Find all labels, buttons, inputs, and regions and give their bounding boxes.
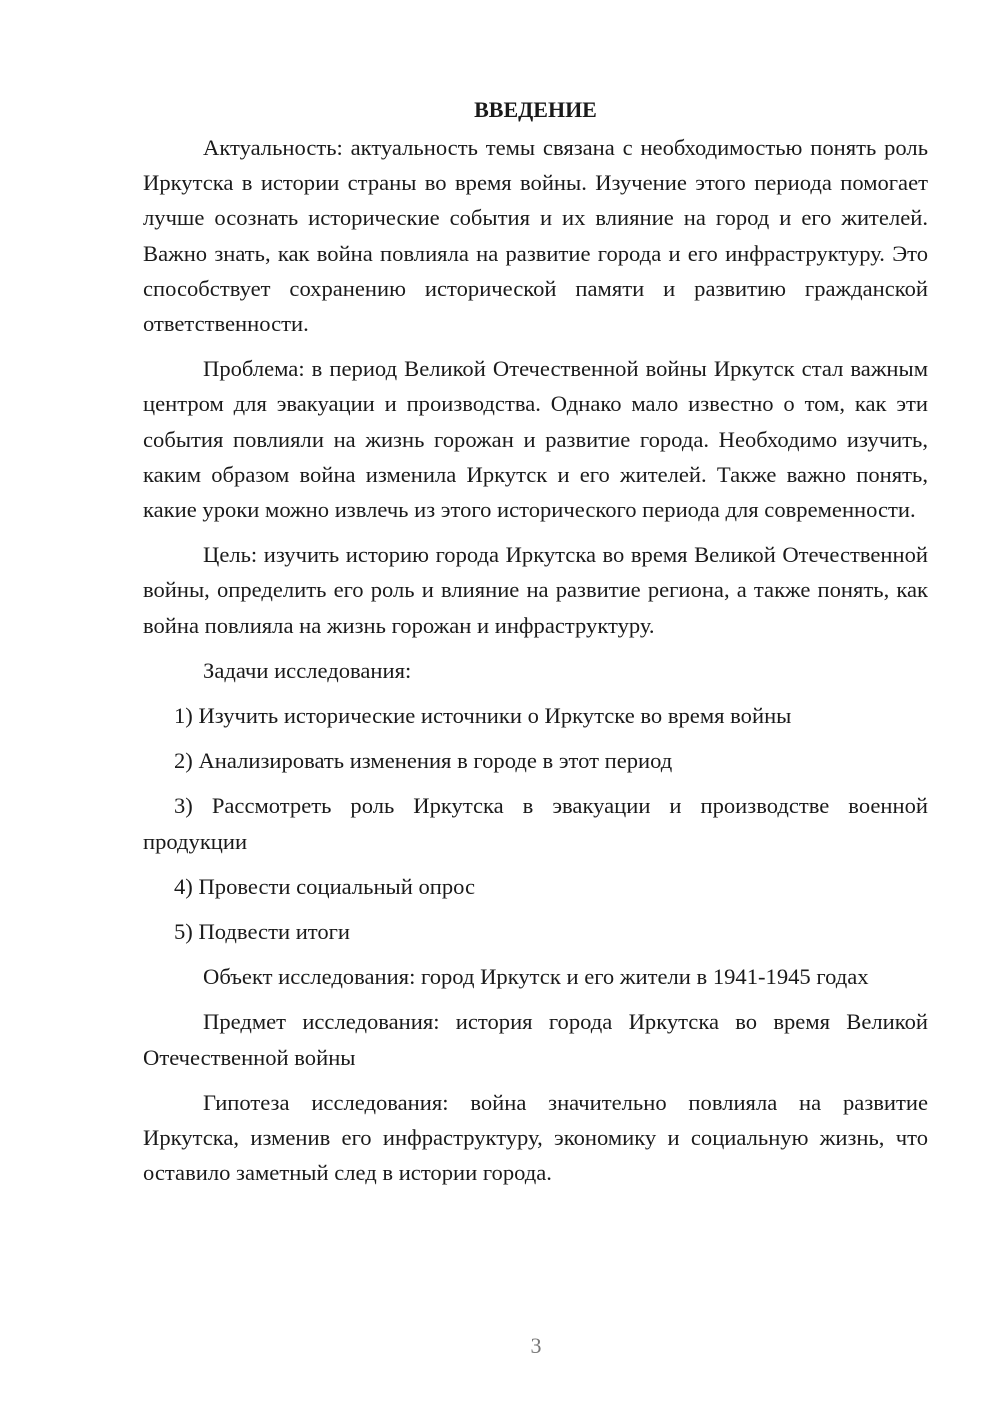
task-item: 1) Изучить исторические источники о Иркутске во время войны — [174, 703, 792, 729]
problem-paragraph: Проблема: в период Великой Отечественной войны Иркутск стал важным центром для эвакуации и производства. Однако мало известно о том, как эти события повлияли на жизнь горожан и развитие города. Необходимо изучить, каким образом война изменила Иркутск и его жителей. Также важно понять, какие уроки можно извлечь из этого исторического периода для современности. — [143, 356, 928, 523]
hypothesis-paragraph: Гипотеза исследования: война значительно повлияла на развитие Иркутска, изменив его инфраструктуру, экономику и социальную жизнь, что оставило заметный след в истории города. — [143, 1089, 928, 1186]
task-item: 2) Анализировать изменения в городе в этот период — [174, 748, 673, 774]
page-number: 3 — [530, 1333, 542, 1358]
task-item: 4) Провести социальный опрос — [174, 873, 476, 899]
tasks-heading: Задачи исследования: — [203, 657, 412, 683]
subject-paragraph: Предмет исследования: история города Иркутска во время Великой Отечественной войны — [143, 1009, 928, 1070]
document-page — [143, 92, 928, 1200]
relevance-paragraph: Актуальность: актуальность темы связана с необходимостью понять роль Иркутска в истории страны во время войны. Изучение этого периода помогает лучше осознать исторические события и их влияние на город и его жителей. Важно знать, как война повлияла на развитие города и его инфраструктуру. Это способствует сохранению исторической памяти и развитию гражданской ответственности. — [143, 135, 928, 337]
section-title: ВВЕДЕНИЕ — [474, 97, 597, 122]
object-paragraph: Объект исследования: город Иркутск и его жители в 1941-1945 годах — [203, 964, 869, 990]
task-item: 3) Рассмотреть роль Иркутска в эвакуации и производстве военной продукции — [143, 793, 928, 854]
goal-paragraph: Цель: изучить историю города Иркутска во время Великой Отечественной войны, определить его роль и влияние на развитие региона, а также понять, как война повлияла на жизнь горожан и инфраструктуру. — [143, 542, 928, 638]
task-item: 5) Подвести итоги — [174, 919, 351, 945]
